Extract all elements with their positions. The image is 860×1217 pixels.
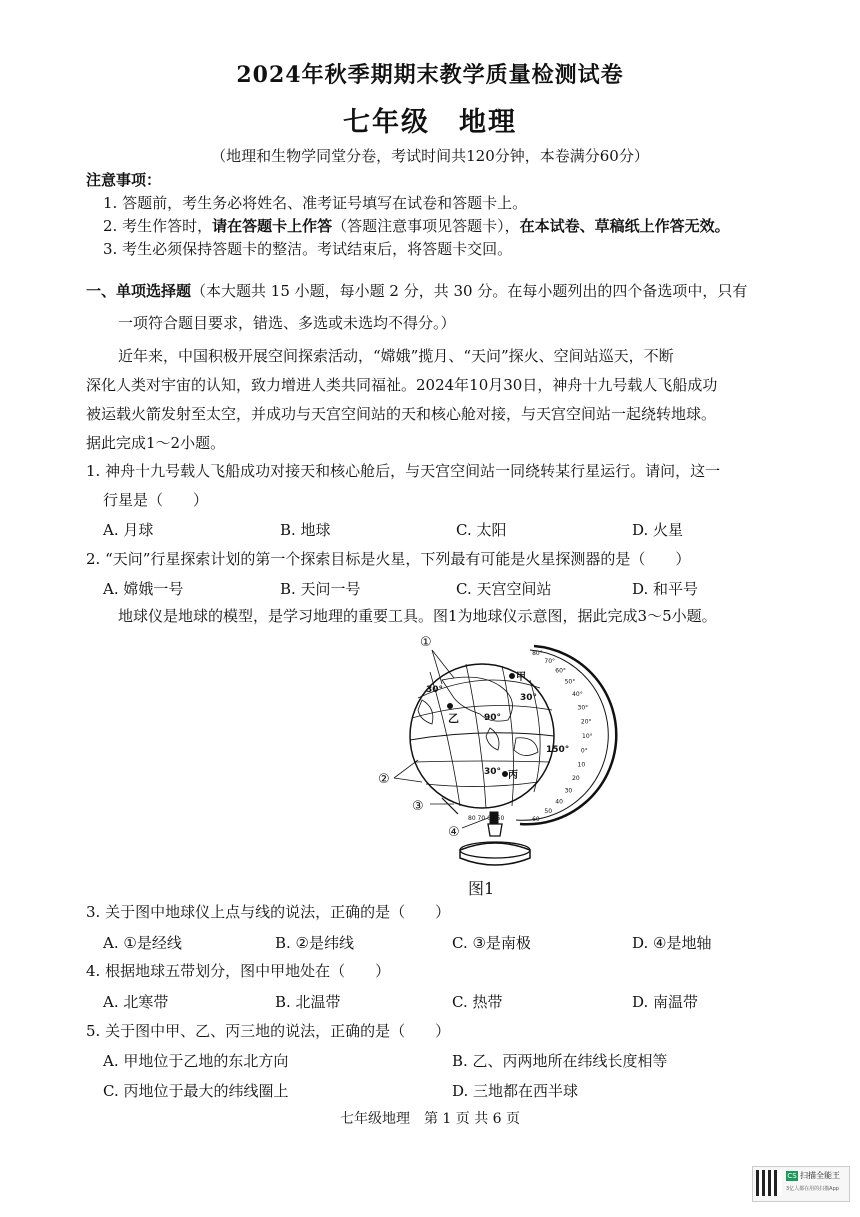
q5-option-d: D. 三地都在西半球	[452, 1082, 579, 1100]
globe-base	[460, 843, 530, 865]
ring-degree-label: 60°	[555, 667, 566, 675]
q1-option-b: B. 地球	[280, 521, 331, 539]
q4-option-b: B. 北温带	[275, 993, 341, 1011]
q1-stem-1: 1. 神舟十九号载人飞船成功对接天和核心舱后，与天宫空间站一同绕转某行星运行。请问，这一	[86, 462, 721, 480]
notice-item-1: 1. 答题前，考生务必将姓名、准考证号填写在试卷和答题卡上。	[103, 194, 528, 212]
q1-stem-2: 行星是（ ）	[103, 491, 209, 509]
ring-degree-label: 30°	[577, 704, 589, 712]
q1-option-c: C. 太阳	[456, 521, 507, 539]
q2-option-a: A. 嫦娥一号	[103, 580, 184, 598]
point-bing	[503, 772, 508, 777]
section-desc-2: 一项符合题目要求，错选、多选或未选均不得分。）	[118, 314, 456, 332]
ring-degree-label: 80°	[532, 650, 543, 657]
section-title: 一、单项选择题	[86, 282, 192, 300]
q4-stem: 4. 根据地球五带划分，图中甲地处在（ ）	[86, 962, 391, 980]
ring-degree-label: 50	[544, 808, 553, 816]
base-degree-numbers: 80 70 60 50	[468, 815, 505, 822]
label-bing: 丙	[508, 770, 518, 781]
ring-degree-label: 10°	[582, 733, 593, 740]
notice-item-2-b: 请在答题卡上作答	[212, 217, 333, 235]
marker-4: ④	[448, 825, 460, 840]
globe-stand	[488, 824, 502, 836]
label-30-a: 30°	[426, 685, 444, 695]
q1-option-a: A. 月球	[103, 521, 154, 539]
continent-island	[486, 728, 499, 750]
ring-degree-label: 20	[572, 775, 580, 782]
leader-2b	[394, 778, 422, 782]
point-jia	[510, 674, 515, 679]
q3-stem: 3. 关于图中地球仪上点与线的说法，正确的是（ ）	[86, 903, 451, 921]
q2-stem: 2. “天问”行星探索计划的第一个探索目标是火星，下列最有可能是火星探测器的是（ ）	[86, 550, 691, 568]
ring-degree-label: 40°	[572, 691, 583, 698]
q3-option-c: C. ③是南极	[452, 934, 531, 952]
meridian-ring-outer	[520, 646, 616, 824]
latitude-line-60s	[426, 782, 538, 787]
q3-option-a: A. ①是经线	[103, 934, 182, 952]
equator-line	[410, 733, 554, 740]
notice-item-2-a: 2. 考生作答时，	[103, 217, 213, 235]
ring-degree-label: 60	[532, 816, 540, 823]
passage1-line-2: 深化人类对宇宙的认知，致力增进人类共同福祉。2024年10月30日，神舟十九号载人飞船成功	[86, 376, 718, 394]
passage1-line-1: 近年来，中国积极开展空间探索活动，“嫦娥”揽月、“天问”探火、空间站巡天，不断	[118, 347, 674, 365]
exam-title: 2024年秋季期期末教学质量检测试卷	[236, 62, 624, 88]
q2-option-d: D. 和平号	[632, 580, 699, 598]
point-yi	[448, 704, 453, 709]
ring-degree-label: 10	[577, 761, 586, 769]
passage2: 地球仪是地球的模型，是学习地理的重要工具。图1为地球仪示意图，据此完成3～5小题。	[118, 607, 717, 625]
ring-degree-label: 30	[564, 787, 573, 795]
scanner-watermark	[752, 1166, 850, 1202]
continent-west	[418, 700, 433, 724]
leader-2a	[394, 760, 418, 778]
passage1-line-4: 据此完成1～2小题。	[86, 434, 226, 452]
ring-degree-label: 20°	[580, 718, 592, 726]
q2-option-c: C. 天宫空间站	[456, 580, 552, 598]
globe-figure	[370, 628, 620, 874]
section-desc-1: （本大题共 15 小题，每小题 2 分，共 30 分。在每小题列出的四个备选项中，只有	[191, 282, 748, 300]
q5-option-a: A. 甲地位于乙地的东北方向	[103, 1052, 289, 1070]
label-30-c: 30°	[484, 767, 502, 777]
marker-1: ①	[420, 635, 432, 650]
q5-option-c: C. 丙地位于最大的纬线圈上	[103, 1082, 289, 1100]
q3-option-d: D. ④是地轴	[632, 934, 712, 952]
marker-2: ②	[378, 772, 390, 787]
page-footer: 七年级地理 第 1 页 共 6 页	[339, 1111, 521, 1127]
figure-caption: 图1	[468, 879, 495, 898]
passage1-line-3: 被运载火箭发射至太空，并成功与天宫空间站的天和核心舱对接，与天宫空间站一起绕转地球。	[86, 405, 717, 423]
q4-option-d: D. 南温带	[632, 993, 699, 1011]
notice-item-2-d: 在本试卷、草稿纸上作答无效。	[519, 217, 730, 235]
marker-3: ③	[412, 799, 424, 814]
cs-badge: CS	[787, 1172, 797, 1180]
exam-note: （地理和生物学同堂分卷，考试时间共120分钟，本卷满分60分）	[211, 147, 649, 165]
ring-degree-label: 40	[555, 798, 563, 806]
leader-1b	[432, 650, 454, 678]
q4-option-c: C. 热带	[452, 993, 503, 1011]
label-30-b: 30°	[520, 693, 538, 703]
q1-option-d: D. 火星	[632, 521, 684, 539]
notice-item-2	[103, 216, 730, 236]
notice-item-2-c: （答题注意事项见答题卡），	[332, 217, 520, 235]
notice-item-3: 3. 考生必须保持答题卡的整洁。考试结束后，将答题卡交回。	[103, 240, 513, 258]
grade-subject: 七年级 地理	[343, 107, 517, 138]
label-90: 90°	[484, 713, 502, 723]
q2-option-b: B. 天问一号	[280, 580, 361, 598]
scanner-tagline: 3亿人都在用的扫描App	[786, 1186, 839, 1192]
ring-degree-label: 50°	[564, 678, 576, 686]
label-150: 150°	[546, 745, 570, 755]
label-jia: 甲	[516, 672, 526, 683]
section-heading	[86, 281, 747, 301]
ring-degree-label: 0°	[580, 747, 588, 755]
continent-australia	[514, 738, 538, 756]
q3-option-b: B. ②是纬线	[275, 934, 355, 952]
ring-degree-label: 70°	[544, 657, 556, 665]
q4-option-a: A. 北寒带	[103, 993, 169, 1011]
scanner-brand: 扫描全能王	[800, 1171, 840, 1180]
q5-option-b: B. 乙、丙两地所在纬线长度相等	[452, 1052, 668, 1070]
label-yi: 乙	[448, 712, 459, 725]
notice-heading: 注意事项：	[86, 171, 162, 189]
q5-stem: 5. 关于图中甲、乙、丙三地的说法，正确的是（ ）	[86, 1022, 451, 1040]
qr-code-icon	[756, 1170, 782, 1196]
